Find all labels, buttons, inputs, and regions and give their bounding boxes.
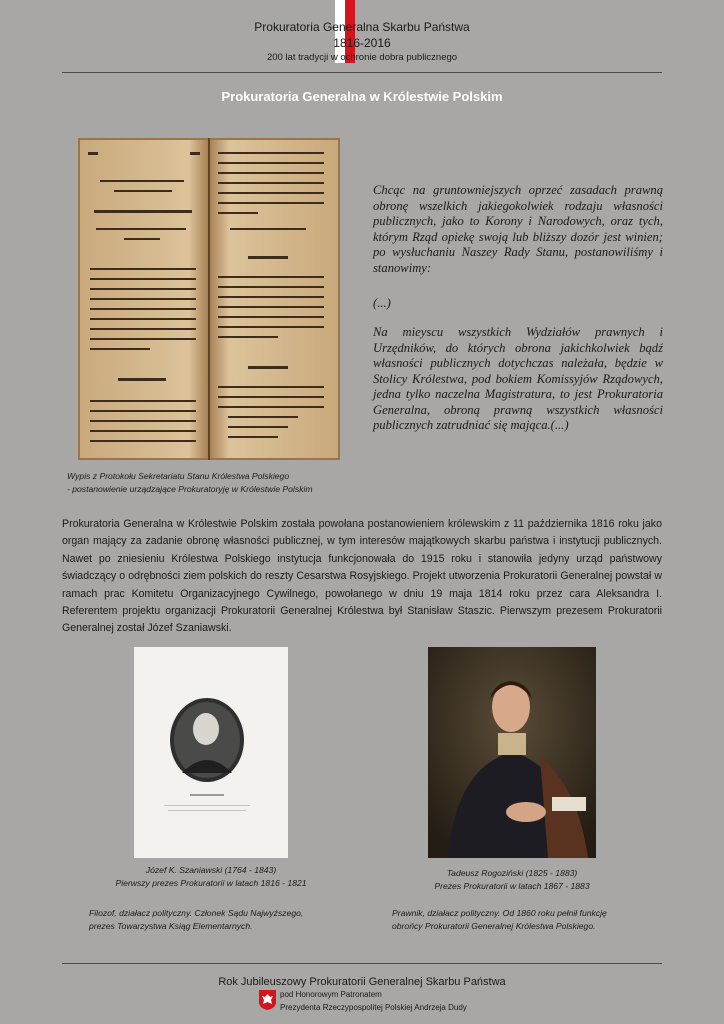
portrait1-role: Pierwszy prezes Prokuratorii w latach 1816 - 1821 xyxy=(115,877,307,888)
polish-eagle-icon xyxy=(259,990,276,1010)
portrait1-desc-line1: Filozof, działacz polityczny. Członek Sądu Najwyższego, xyxy=(89,908,304,918)
portrait1-desc-line2: prezes Towarzystwa Ksiąg Elementarnych. xyxy=(89,920,253,931)
page-title: Prokuratoria Generalna w Królestwie Polskim xyxy=(221,89,503,104)
quote-part2: Na mieyscu wszystkich Wydziałów prawnych i Urzędników, do których obrona jakichkolwiek bądź własności publicznych dotychczas należała, będzie w Stolicy Królestwa, pod bokiem Komissyjów Rządowych, jedna tylko naczelna Magistratura, to jest Prokuratoria Generalna, obroną prawną wszystkich własności publicznych zatrudniać się mająca.(...) xyxy=(373,325,663,432)
portrait1-name: Józef K. Szaniawski (1764 - 1843) xyxy=(145,865,277,875)
footer-title: Rok Jubileuszowy Prokuratorii Generalnej Skarbu Państwa xyxy=(218,976,506,988)
portrait2-name: Tadeusz Rogoziński (1825 - 1883) xyxy=(446,868,578,878)
book-caption xyxy=(67,470,357,496)
header-divider xyxy=(62,72,662,73)
book-scan-image xyxy=(78,138,340,460)
portrait2-desc-line2: obrońcy Prokuratorii Generalnej Królestwa Polskiego. xyxy=(392,920,596,931)
footer-divider xyxy=(62,963,662,964)
book-caption-line1: Wypis z Protokołu Sekretariatu Stanu Królestwa Polskiego xyxy=(67,471,290,481)
portrait2-desc-line1: Prawnik, działacz polityczny. Od 1860 roku pełnił funkcję xyxy=(392,908,607,918)
portrait1-caption xyxy=(84,864,338,889)
portrait1-description xyxy=(89,907,339,932)
header-title: Prokuratoria Generalna Skarbu Państwa xyxy=(254,20,470,34)
quote-part1: Chcąc na gruntowniejszych oprzeć zasadach prawną obronę wszelkich jakiegokolwiek rodzaju własności publicznych, jako to Korony i Narodowych, oraz tych, którym Rząd opiekę swoją lub bliższy dozór jest winien; po wysłuchaniu Naszey Rady Stanu, postanowiliśmy i stanowimy: xyxy=(373,183,663,275)
portrait-rogozinski xyxy=(428,647,596,858)
footer-patronage: pod Honorowym Patronatem xyxy=(280,990,382,999)
footer-president: Prezydenta Rzeczypospolitej Polskiej Andrzeja Dudy xyxy=(280,1003,467,1012)
quote-ellipsis: (...) xyxy=(373,296,391,310)
portrait2-role: Prezes Prokuratorii w latach 1867 - 1883 xyxy=(434,880,590,891)
header-years: 1816-2016 xyxy=(333,36,391,50)
body-paragraph: Prokuratoria Generalna w Królestwie Polskim została powołana postanowieniem królewskim z 11 października 1816 roku jako organ mający za zadanie obronę własności publicznej, w tym interesów majątkowych skarbu państwa i instytucji publicznych. Nawet po zniesieniu Królestwa Polskiego instytucja funkcjonowała do 1915 roku i stanowiła jedyny urząd państwowy świadczący o odrębności ziem polskich do reszty Cesarstwa Rosyjskiego. Projekt utworzenia Prokuratorii Generalnej powstał w ramach prac Komitetu Organizacyjnego Cywilnego, powołanego w dniu 19 maja 1814 roku przez cara Aleksandra I. Referentem projektu organizacji Prokuratorii Generalnej Królestwa był Stanisław Staszic. Pierwszym prezesem Prokuratorii Generalnej został Józef Szaniawski. xyxy=(62,518,662,635)
portrait2-caption xyxy=(393,867,631,892)
portrait2-description xyxy=(392,907,642,932)
book-caption-line2: - postanowienie urządzające Prokuratoryję w Królestwie Polskim xyxy=(67,484,313,494)
header-subtitle: 200 lat tradycji w ochronie dobra publicznego xyxy=(266,52,458,63)
portrait-szaniawski xyxy=(134,647,288,858)
